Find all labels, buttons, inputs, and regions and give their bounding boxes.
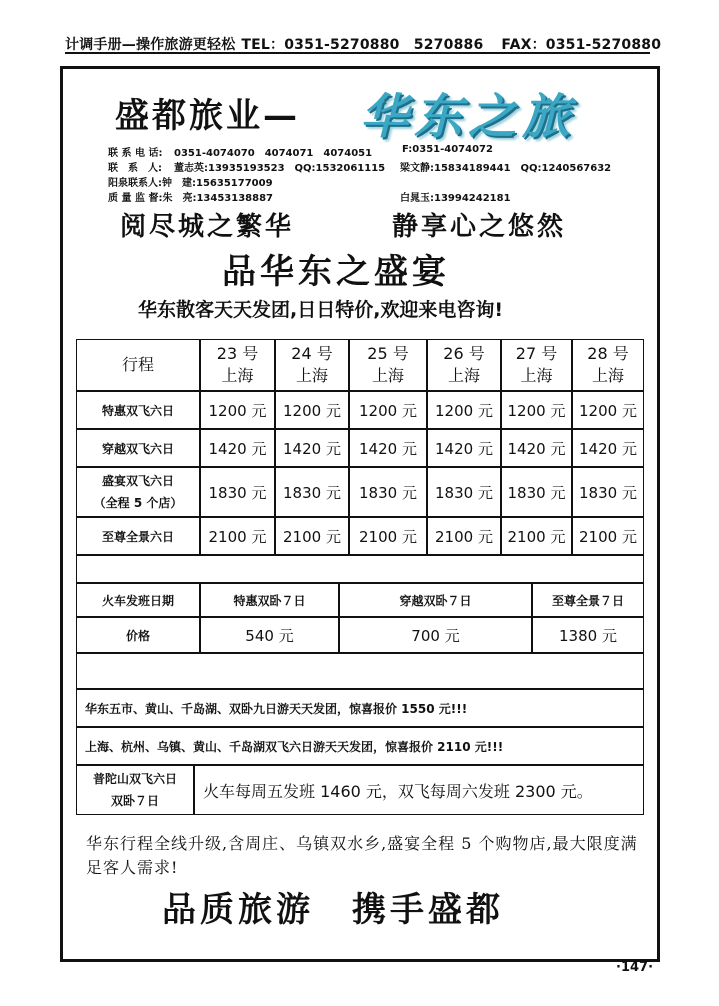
- date-city: 上海: [371, 366, 404, 385]
- price-cell: 1830 元: [200, 467, 275, 517]
- date-day: 24 号: [291, 344, 333, 363]
- route-name-line1: 盛宴双飞六日: [101, 474, 174, 488]
- quality-supervisor: 质 量 监 督:朱 亮:13453138887: [108, 193, 273, 204]
- price-cell: 2100 元: [275, 517, 349, 555]
- date-header: [275, 339, 349, 391]
- date-day: 27 号: [515, 344, 558, 363]
- price-cell: 1420 元: [427, 429, 501, 467]
- price-cell: 1420 元: [501, 429, 572, 467]
- contact-person-2: 梁文静:15834189441 QQ:1240567632: [400, 163, 612, 174]
- tour-title-art: 华东之旅: [360, 89, 577, 145]
- empty-row: [76, 653, 644, 689]
- slogan-right: 静享心之悠然: [392, 212, 567, 242]
- putuo-name-line1: 普陀山双飞六日: [92, 772, 177, 786]
- putuo-description: 火车每周五发班 1460 元，双飞每周六发班 2300 元。: [194, 765, 644, 815]
- brand-name: 盛都旅业—: [115, 96, 300, 136]
- date-header: [501, 339, 572, 391]
- train-tour-name: 穿越双卧７日: [339, 583, 532, 617]
- date-day: 26 号: [443, 344, 485, 363]
- header-tel: TEL：0351-5270880 5270886: [241, 37, 484, 53]
- page-number: ·147·: [616, 960, 654, 975]
- slogan-left: 阅尽城之繁华: [120, 212, 295, 242]
- page-header: [65, 34, 662, 54]
- price-cell: 1830 元: [501, 467, 572, 517]
- phone-label: 联 系 电 话:: [108, 148, 163, 159]
- special-offer-1: 华东五市、黄山、千岛湖、双卧九日游天天发团，惊喜报价 1550 元!!!: [76, 689, 644, 727]
- price-cell: 2100 元: [200, 517, 275, 555]
- date-day: 28 号: [587, 344, 629, 363]
- date-city: 上海: [591, 366, 624, 385]
- route-name-line2: （全程 5 个店）: [93, 496, 183, 510]
- train-tour-name: 至尊全景７日: [532, 583, 644, 617]
- price-cell: 2100 元: [427, 517, 501, 555]
- price-cell: 1200 元: [200, 391, 275, 429]
- sub-headline: 华东散客天天发团,日日特价,欢迎来电咨询!: [138, 299, 504, 321]
- date-city: 上海: [221, 366, 254, 385]
- header-slogan: 计调手册—操作旅游更轻松: [65, 37, 236, 53]
- date-header: [349, 339, 427, 391]
- route-header: 行程: [76, 339, 200, 391]
- route-name: [76, 467, 200, 517]
- price-cell: 2100 元: [572, 517, 644, 555]
- date-city: 上海: [447, 366, 480, 385]
- price-cell: 1200 元: [349, 391, 427, 429]
- baiyu-contact: 白晁玉:13994242181: [400, 193, 511, 204]
- yangquan-contact: 阳泉联系人:钟 建:15635177009: [108, 178, 273, 189]
- route-name: 至尊全景六日: [76, 517, 200, 555]
- price-cell: 1420 元: [349, 429, 427, 467]
- route-name: 穿越双飞六日: [76, 429, 200, 467]
- date-header: [200, 339, 275, 391]
- price-cell: 1420 元: [200, 429, 275, 467]
- date-header: [572, 339, 644, 391]
- price-cell: 1200 元: [427, 391, 501, 429]
- price-cell: 1830 元: [427, 467, 501, 517]
- train-price-label: 价格: [76, 617, 200, 653]
- contact-label: 联 系 人:: [108, 163, 162, 174]
- price-cell: 2100 元: [349, 517, 427, 555]
- price-cell: 1200 元: [501, 391, 572, 429]
- date-city: 上海: [295, 366, 328, 385]
- contact-person-1: 董志英:13935193523 QQ:1532061115: [174, 163, 386, 174]
- date-header: [427, 339, 501, 391]
- train-price: 540 元: [200, 617, 339, 653]
- date-city: 上海: [520, 366, 553, 385]
- date-day: 25 号: [367, 344, 409, 363]
- price-cell: 2100 元: [501, 517, 572, 555]
- footer-note: 华东行程全线升级,含周庄、乌镇双水乡,盛宴全程 5 个购物店,最大限度满足客人需求!: [86, 834, 638, 877]
- header-fax: FAX：0351-5270880: [501, 37, 662, 53]
- route-name: 特惠双飞六日: [76, 391, 200, 429]
- price-cell: 1200 元: [572, 391, 644, 429]
- phone-values: 0351-4074070 4074071 4074051: [174, 148, 373, 159]
- special-offer-2: 上海、杭州、乌镇、黄山、千岛湖双飞六日游天天发团，惊喜报价 2110 元!!!: [76, 727, 644, 765]
- fax-contact: F:0351-4074072: [402, 144, 493, 155]
- putuo-name-line2: 双卧７日: [110, 794, 159, 808]
- empty-row: [76, 555, 644, 583]
- price-cell: 1830 元: [275, 467, 349, 517]
- price-cell: 1830 元: [572, 467, 644, 517]
- train-price: 700 元: [339, 617, 532, 653]
- putuo-route-name: [76, 765, 194, 815]
- train-price: 1380 元: [532, 617, 644, 653]
- price-cell: 1420 元: [572, 429, 644, 467]
- train-tour-name: 特惠双卧７日: [200, 583, 339, 617]
- price-cell: 1200 元: [275, 391, 349, 429]
- footer-motto: 品质旅游 携手盛都: [162, 890, 504, 930]
- headline: 品华东之盛宴: [222, 252, 450, 292]
- price-cell: 1420 元: [275, 429, 349, 467]
- price-cell: 1830 元: [349, 467, 427, 517]
- train-date-label: 火车发班日期: [76, 583, 200, 617]
- date-day: 23 号: [216, 344, 259, 363]
